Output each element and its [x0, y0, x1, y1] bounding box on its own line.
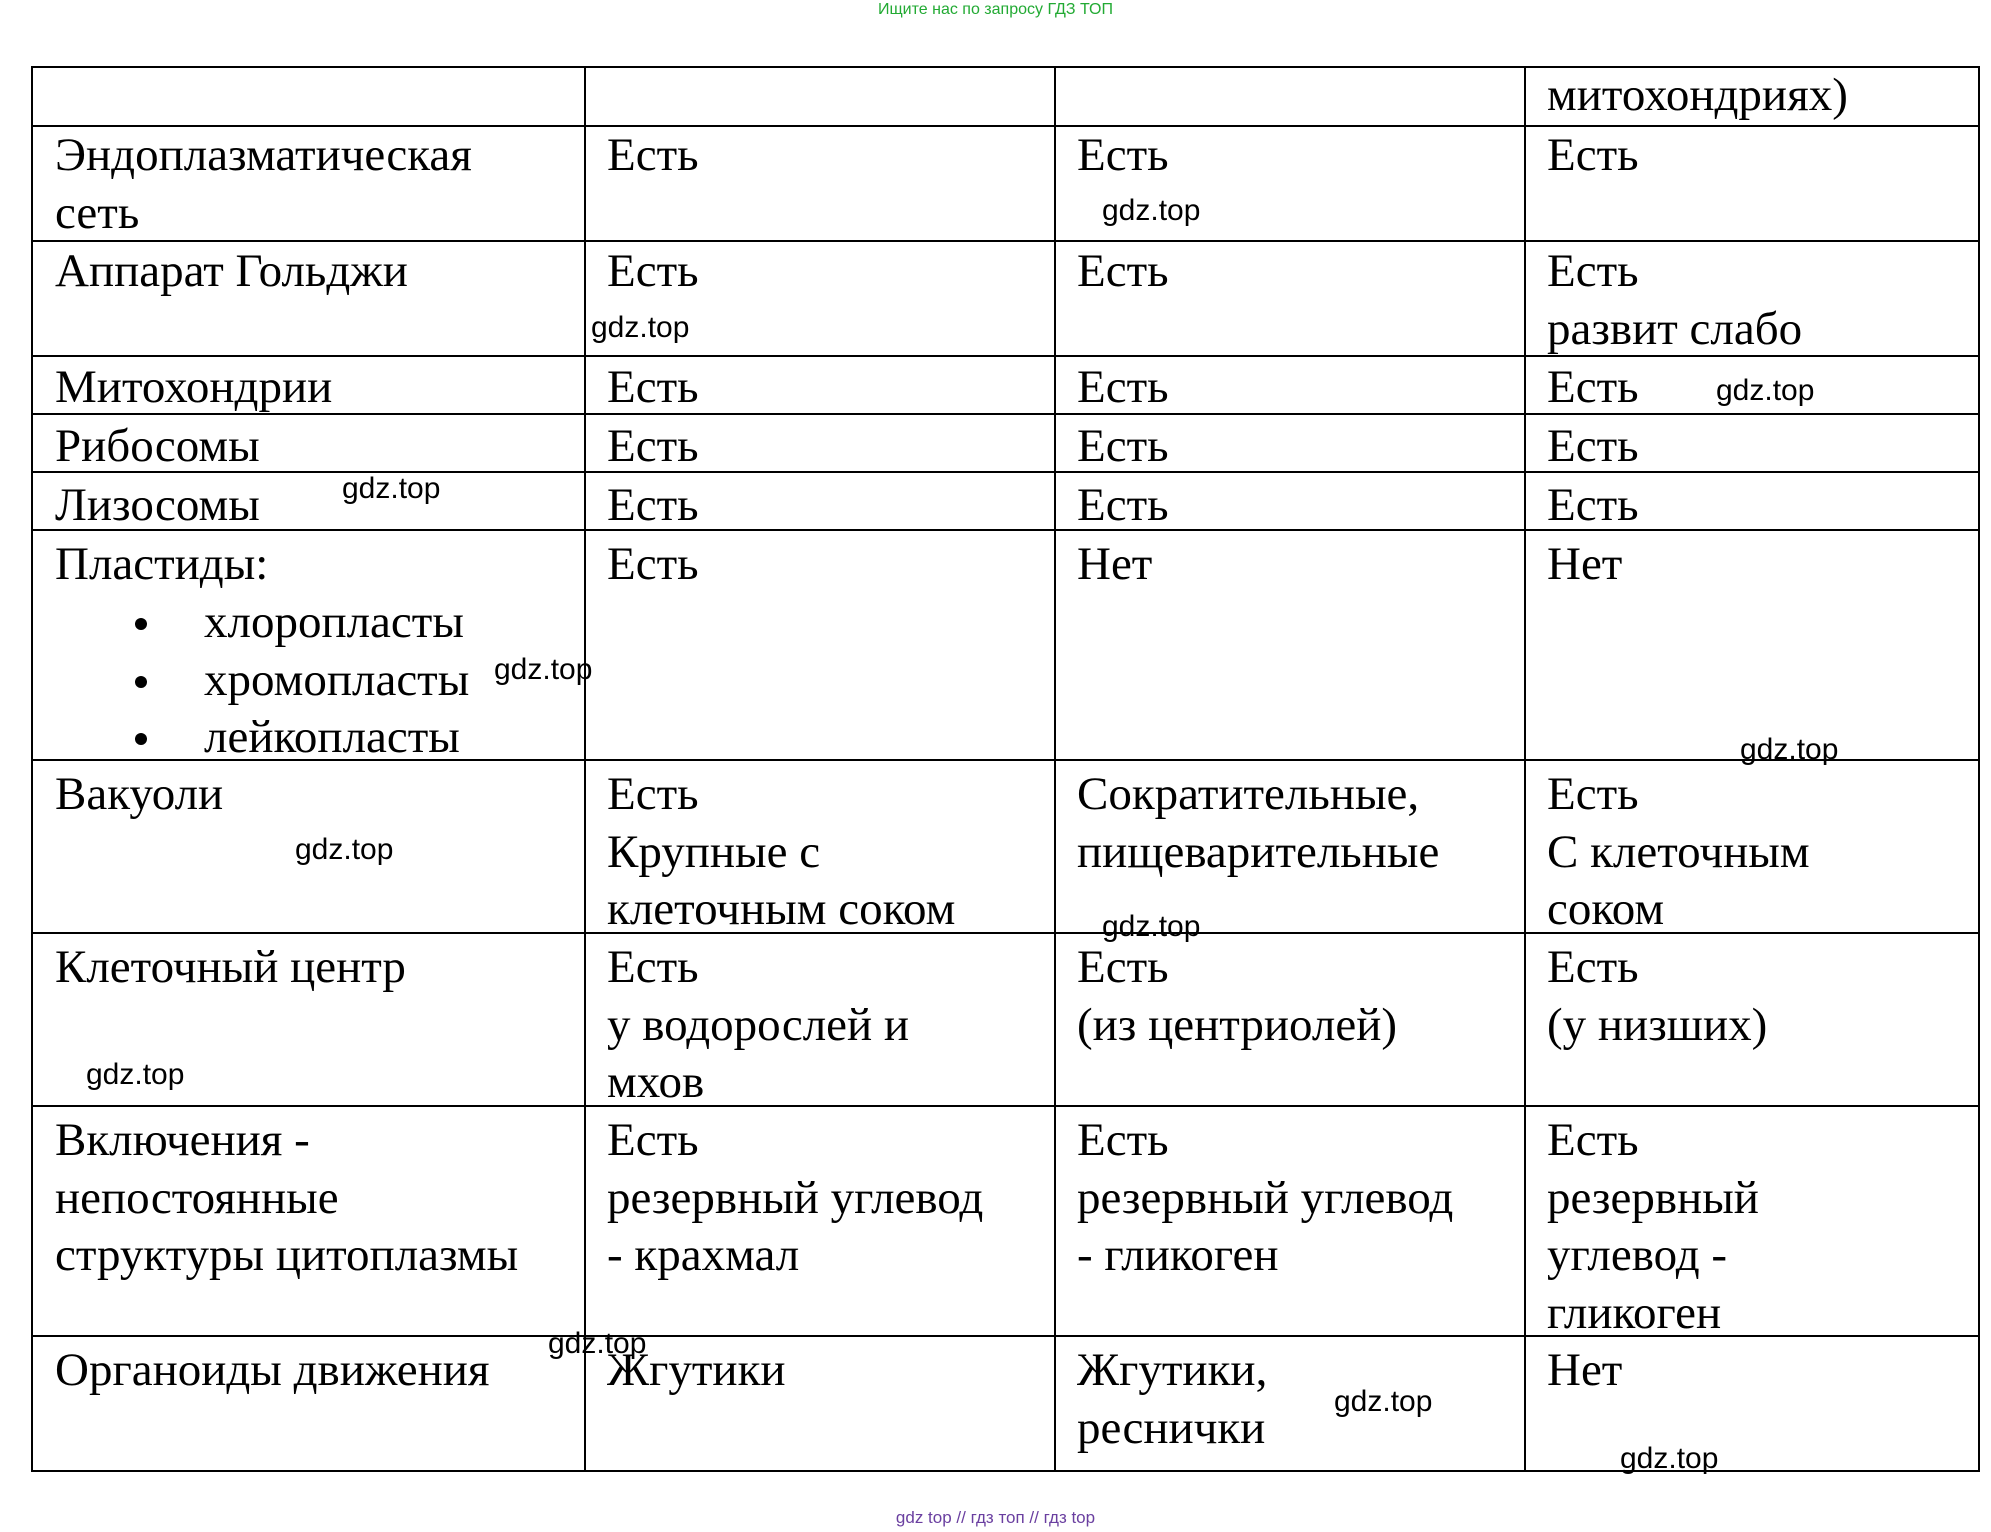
watermark: gdz.top: [1102, 910, 1201, 943]
cell-plant: Есть у водорослей и мхов: [607, 941, 910, 1108]
footer-watermark: gdz top // гдз топ // гдз top: [895, 1508, 1096, 1527]
cell-fungi: Есть С клеточным соком: [1547, 768, 1810, 935]
top-banner: Ищите нас по запросу ГДЗ ТОП: [878, 1, 1113, 18]
cell-plant: Есть резервный углевод - крахмал: [607, 1114, 984, 1281]
cell-plant: Есть: [607, 129, 699, 181]
cell-plant: Есть: [607, 361, 699, 413]
cell-fungi: Нет: [1547, 538, 1623, 590]
organoids-comparison-table: [31, 66, 1980, 1472]
column-divider: [1524, 68, 1526, 1470]
cell-fungi: Есть: [1547, 479, 1639, 531]
cell-plant: Есть: [607, 538, 699, 590]
watermark: gdz.top: [548, 1327, 647, 1360]
cell-organoid: Эндоплазматическая сеть: [55, 129, 472, 239]
cell-fungi: митохондриях): [1547, 69, 1848, 121]
list-item: хромопласты: [204, 652, 469, 710]
cell-fungi: Есть: [1547, 129, 1639, 181]
cell-organoid: Клеточный центр: [55, 941, 406, 993]
watermark: gdz.top: [1102, 194, 1201, 227]
cell-fungi: Нет: [1547, 1344, 1623, 1396]
cell-plant: Есть Крупные с клеточным соком: [607, 768, 956, 935]
cell-organoid: Включения - непостоянные структуры цитоплазмы: [55, 1114, 519, 1281]
watermark: gdz.top: [342, 472, 441, 505]
cell-fungi: Есть (у низших): [1547, 941, 1768, 1051]
cell-animal: Сократительные, пищеварительные: [1077, 768, 1440, 878]
row-divider: [33, 471, 1978, 473]
watermark: gdz.top: [1334, 1385, 1433, 1418]
bullet-icon: [135, 733, 147, 745]
cell-organoid: Органоиды движения: [55, 1344, 490, 1396]
cell-organoid: Митохондрии: [55, 361, 333, 413]
cell-fungi: Есть: [1547, 361, 1639, 413]
cell-organoid: Аппарат Гольджи: [55, 245, 408, 297]
cell-animal: Есть: [1077, 129, 1169, 181]
cell-animal: Нет: [1077, 538, 1153, 590]
cell-animal: Есть: [1077, 479, 1169, 531]
bullet-icon: [135, 676, 147, 688]
watermark: gdz.top: [1740, 733, 1839, 766]
cell-animal: Есть (из центриолей): [1077, 941, 1398, 1051]
row-divider: [33, 529, 1978, 531]
cell-plant: Есть: [607, 479, 699, 531]
watermark: gdz.top: [1620, 1442, 1719, 1475]
cell-plant: Жгутики: [607, 1344, 786, 1396]
watermark: gdz.top: [494, 653, 593, 686]
cell-animal: Есть резервный углевод - гликоген: [1077, 1114, 1454, 1281]
column-divider: [1054, 68, 1056, 1470]
cell-organoid: Рибосомы: [55, 420, 260, 472]
row-divider: [33, 1105, 1978, 1107]
plastid-types-list: [204, 594, 469, 767]
cell-animal: Есть: [1077, 420, 1169, 472]
cell-fungi: Есть: [1547, 420, 1639, 472]
watermark: gdz.top: [295, 833, 394, 866]
cell-fungi: Есть развит слабо: [1547, 245, 1803, 355]
cell-animal: Есть: [1077, 245, 1169, 297]
cell-plant: Есть: [607, 245, 699, 297]
cell-animal: Есть: [1077, 361, 1169, 413]
bullet-icon: [135, 618, 147, 630]
cell-fungi: Есть резервный углевод - гликоген: [1547, 1114, 1759, 1339]
list-item: лейкопласты: [204, 709, 469, 767]
cell-organoid: Вакуоли: [55, 768, 224, 820]
cell-plant: Есть: [607, 420, 699, 472]
watermark: gdz.top: [591, 311, 690, 344]
column-divider: [584, 68, 586, 1470]
watermark: gdz.top: [86, 1058, 185, 1091]
cell-organoid: Лизосомы: [55, 479, 260, 531]
cell-animal: Жгутики, реснички: [1077, 1344, 1268, 1454]
list-item: хлоропласты: [204, 594, 469, 652]
cell-organoid: Пластиды:: [55, 538, 269, 590]
watermark: gdz.top: [1716, 374, 1815, 407]
